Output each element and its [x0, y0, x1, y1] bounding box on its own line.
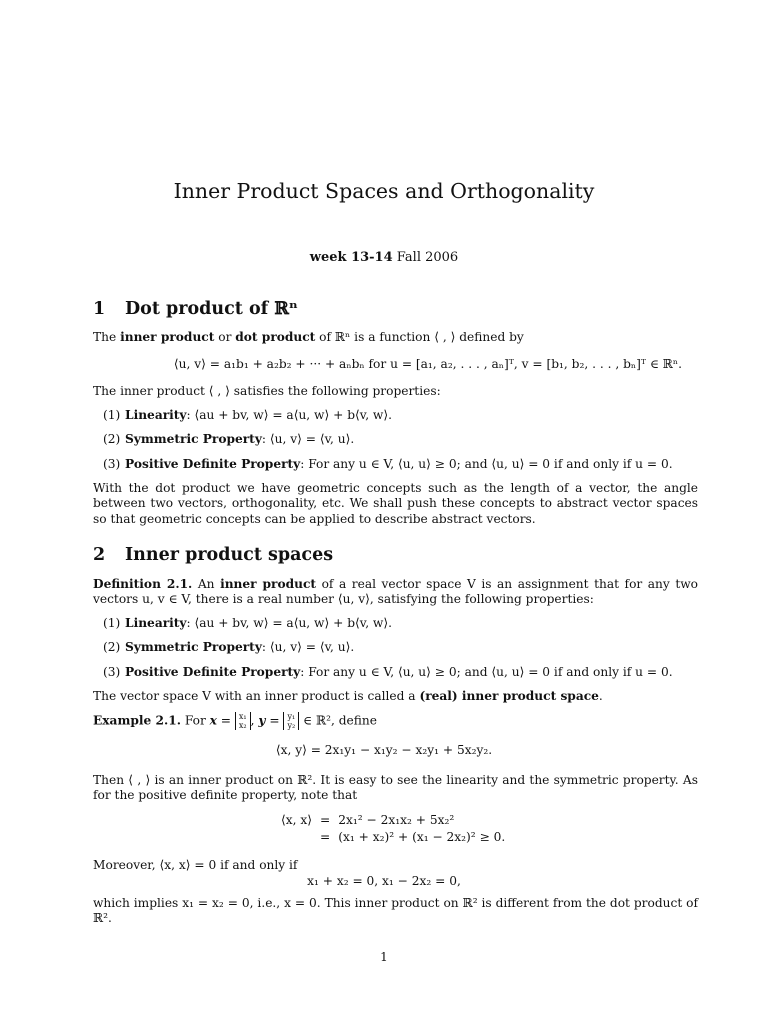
moreover-text: Moreover, ⟨x, x⟩ = 0 if and only if [93, 858, 298, 872]
property-linearity [103, 616, 392, 631]
property-symmetric [103, 640, 354, 655]
intro-text: of ℝⁿ is a function ⟨ , ⟩ defined by [315, 330, 524, 344]
property-text: : ⟨au + bv, w⟩ = a⟨u, w⟩ + b⟨v, w⟩. [186, 616, 392, 630]
matrix-entry: y₁ [287, 712, 296, 721]
property-positive-definite [103, 665, 673, 680]
property-text: : ⟨u, v⟩ = ⟨v, u⟩. [261, 432, 355, 446]
example-text: , [250, 713, 259, 728]
section-1-title: Dot product of ℝⁿ [125, 299, 298, 319]
term-dot-product: dot product [235, 330, 316, 344]
equation-system: x₁ + x₂ = 0, x₁ − 2x₂ = 0, [307, 874, 461, 888]
property-text: : ⟨u, v⟩ = ⟨v, u⟩. [261, 640, 355, 654]
vector-x: x [209, 713, 217, 728]
definition-text: of a real vector space V is an assignment that for any two vectors u, v ∈ V, there is a real number ⟨u, v⟩, satisfying the following properties: [93, 577, 698, 607]
equation-operator: = [320, 830, 331, 845]
property-symmetric [103, 432, 354, 447]
equation-example-inner-product: ⟨x, y⟩ = 2x₁y₁ − x₁y₂ − x₂y₁ + 5x₂y₂. [275, 743, 493, 757]
property-linearity [103, 408, 392, 423]
property-name: Positive Definite Property [125, 457, 301, 471]
matrix-entry: x₂ [238, 721, 247, 730]
subtitle-week: week 13-14 [309, 250, 393, 265]
property-label: (3) [103, 457, 121, 471]
section-1-heading [93, 299, 298, 321]
section-1-number: 1 [93, 299, 106, 319]
property-name: Positive Definite Property [125, 665, 301, 679]
term-real-inner-product-space: (real) inner product space [419, 689, 599, 703]
property-text: : For any u ∈ V, ⟨u, u⟩ ≥ 0; and ⟨u, u⟩ = 0 if and only if u = 0. [300, 457, 673, 471]
property-name: Linearity [125, 408, 187, 422]
property-name: Symmetric Property [125, 640, 262, 654]
subtitle-term: Fall 2006 [392, 250, 459, 265]
definition-text: An [192, 577, 221, 591]
example-text: = [216, 713, 235, 728]
section-1-intro [93, 330, 698, 345]
example-explanation: Then ⟨ , ⟩ is an inner product on ℝ². It is easy to see the linearity and the symmetric property. As for the positive definite property, note that [93, 773, 698, 803]
property-name: Symmetric Property [125, 432, 262, 446]
inner-product-space-definition [93, 689, 698, 704]
property-label: (1) [103, 408, 121, 422]
equation-positive-definite [277, 812, 509, 847]
section-1-closing: With the dot product we have geometric concepts such as the length of a vector, the angle between two vectors, orthogonality, etc. We shall push these concepts to abstract vector spaces so that geometric concepts can be applied to describe abstract vectors. [93, 481, 698, 526]
space-text: The vector space V with an inner product is called a [93, 689, 420, 703]
property-label: (3) [103, 665, 121, 679]
page-title: Inner Product Spaces and Orthogonality [173, 179, 595, 203]
example-text: = [265, 713, 284, 728]
example-text: For [180, 713, 210, 728]
vector-x-matrix [235, 712, 251, 730]
vector-y-matrix [283, 712, 299, 730]
equation-lhs: ⟨x, x⟩ [281, 813, 313, 827]
property-text: : For any u ∈ V, ⟨u, u⟩ ≥ 0; and ⟨u, u⟩ = 0 if and only if u = 0. [300, 665, 673, 679]
example-label: Example 2.1. [93, 713, 181, 728]
property-positive-definite [103, 457, 673, 472]
property-label: (1) [103, 616, 121, 630]
equation-dot-product: ⟨u, v⟩ = a₁b₁ + a₂b₂ + ··· + aₙbₙ for u = [a₁, a₂, . . . , aₙ]ᵀ, v = [b₁, b₂, . . . , bₙ]ᵀ ∈ ℝⁿ. [173, 357, 683, 371]
page-number: 1 [380, 950, 388, 964]
example-2-1 [93, 712, 377, 730]
section-2-title: Inner product spaces [125, 545, 334, 565]
equation-operator: = [320, 813, 331, 827]
equation-rhs: 2x₁² − 2x₁x₂ + 5x₂² [338, 813, 455, 827]
example-conclusion: which implies x₁ = x₂ = 0, i.e., x = 0. This inner product on ℝ² is different from the dot product of ℝ². [93, 896, 698, 926]
section-2-number: 2 [93, 545, 106, 565]
page-subtitle [0, 250, 768, 266]
term-inner-product: inner product [120, 330, 215, 344]
property-label: (2) [103, 432, 121, 446]
definition-label: Definition 2.1. [93, 577, 193, 591]
vector-y: y [258, 713, 266, 728]
equation-rhs: (x₁ + x₂)² + (x₁ − 2x₂)² ≥ 0. [338, 830, 506, 845]
property-name: Linearity [125, 616, 187, 630]
term-inner-product: inner product [220, 577, 317, 591]
space-text: . [598, 689, 603, 703]
properties-intro: The inner product ⟨ , ⟩ satisfies the following properties: [93, 384, 441, 398]
example-text: ∈ ℝ², define [299, 713, 377, 728]
intro-text: The [93, 330, 121, 344]
definition-2-1 [93, 577, 698, 608]
intro-text: or [214, 330, 236, 344]
matrix-entry: x₁ [238, 712, 247, 721]
section-2-heading [93, 545, 333, 567]
property-label: (2) [103, 640, 121, 654]
property-text: : ⟨au + bv, w⟩ = a⟨u, w⟩ + b⟨v, w⟩. [186, 408, 392, 422]
matrix-entry: y₂ [287, 721, 296, 730]
